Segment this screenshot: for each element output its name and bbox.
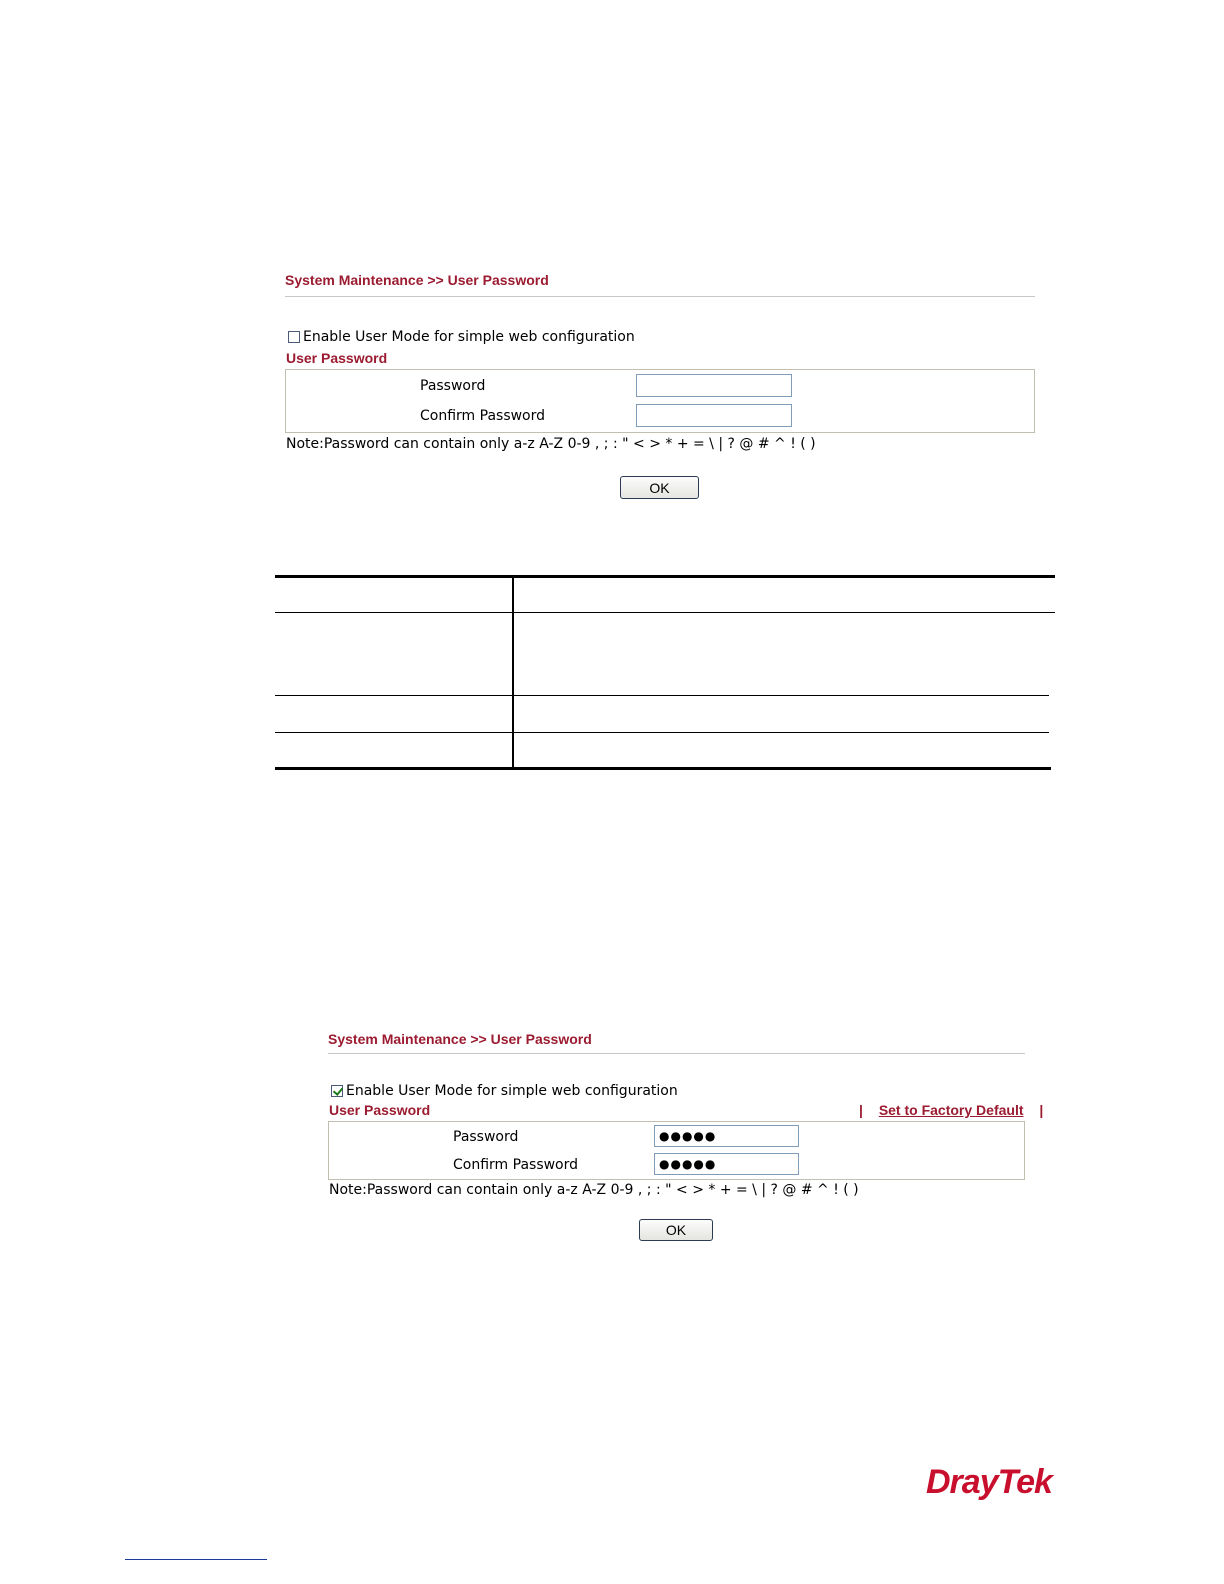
table-top-border xyxy=(275,575,1055,578)
panel1-password-fieldset xyxy=(285,369,1035,433)
table-row-divider xyxy=(275,695,1049,696)
panel2-title-divider xyxy=(328,1053,1025,1054)
draytek-logo: DrayTek xyxy=(926,1463,1052,1501)
panel2-factory-default-group xyxy=(859,1102,1043,1118)
set-to-factory-default-link[interactable]: Set to Factory Default xyxy=(878,1102,1024,1118)
panel2-password-fieldset xyxy=(328,1121,1025,1180)
panel2-section-title: User Password xyxy=(329,1102,431,1118)
panel1-title: System Maintenance >> User Password xyxy=(285,272,549,288)
footer-divider xyxy=(125,1559,267,1560)
panel2-password-input[interactable]: ●●●●● xyxy=(654,1125,799,1147)
panel1-password-note: Note:Password can contain only a-z A-Z 0-9 , ; : " < > * + = \ | ? @ # ^ ! ( ) xyxy=(286,436,816,452)
panel1-ok-button[interactable]: OK xyxy=(620,476,699,499)
table-header-divider xyxy=(275,612,1055,613)
panel1-confirm-password-input[interactable] xyxy=(636,404,792,427)
factory-default-separator: | xyxy=(859,1102,863,1118)
factory-default-separator: | xyxy=(1039,1102,1044,1118)
panel1-confirm-password-label: Confirm Password xyxy=(420,408,546,424)
panel1-enable-user-mode-row[interactable] xyxy=(288,329,635,345)
panel2-title: System Maintenance >> User Password xyxy=(328,1031,592,1047)
panel2-confirm-password-label: Confirm Password xyxy=(453,1157,579,1173)
panel1-title-divider xyxy=(285,296,1035,297)
description-table xyxy=(275,575,1055,771)
panel2-password-note: Note:Password can contain only a-z A-Z 0-9 , ; : " < > * + = \ | ? @ # ^ ! ( ) xyxy=(329,1182,859,1198)
panel2-enable-user-mode-label: Enable User Mode for simple web configuration xyxy=(346,1083,678,1099)
panel2-enable-user-mode-row[interactable] xyxy=(331,1083,678,1099)
panel2-password-label: Password xyxy=(453,1129,519,1145)
panel1-password-input[interactable] xyxy=(636,374,792,397)
panel1-section-title: User Password xyxy=(286,350,388,366)
panel1-password-label: Password xyxy=(420,378,486,394)
panel2-confirm-password-input[interactable]: ●●●●● xyxy=(654,1153,799,1175)
table-row-divider xyxy=(275,732,1049,733)
panel1-enable-user-mode-label: Enable User Mode for simple web configuration xyxy=(303,329,635,345)
table-bottom-border xyxy=(275,767,1051,770)
panel1-enable-user-mode-checkbox[interactable] xyxy=(288,331,300,343)
table-column-divider xyxy=(512,575,514,769)
panel2-enable-user-mode-checkbox[interactable] xyxy=(331,1085,343,1097)
panel2-ok-button[interactable]: OK xyxy=(639,1219,713,1241)
